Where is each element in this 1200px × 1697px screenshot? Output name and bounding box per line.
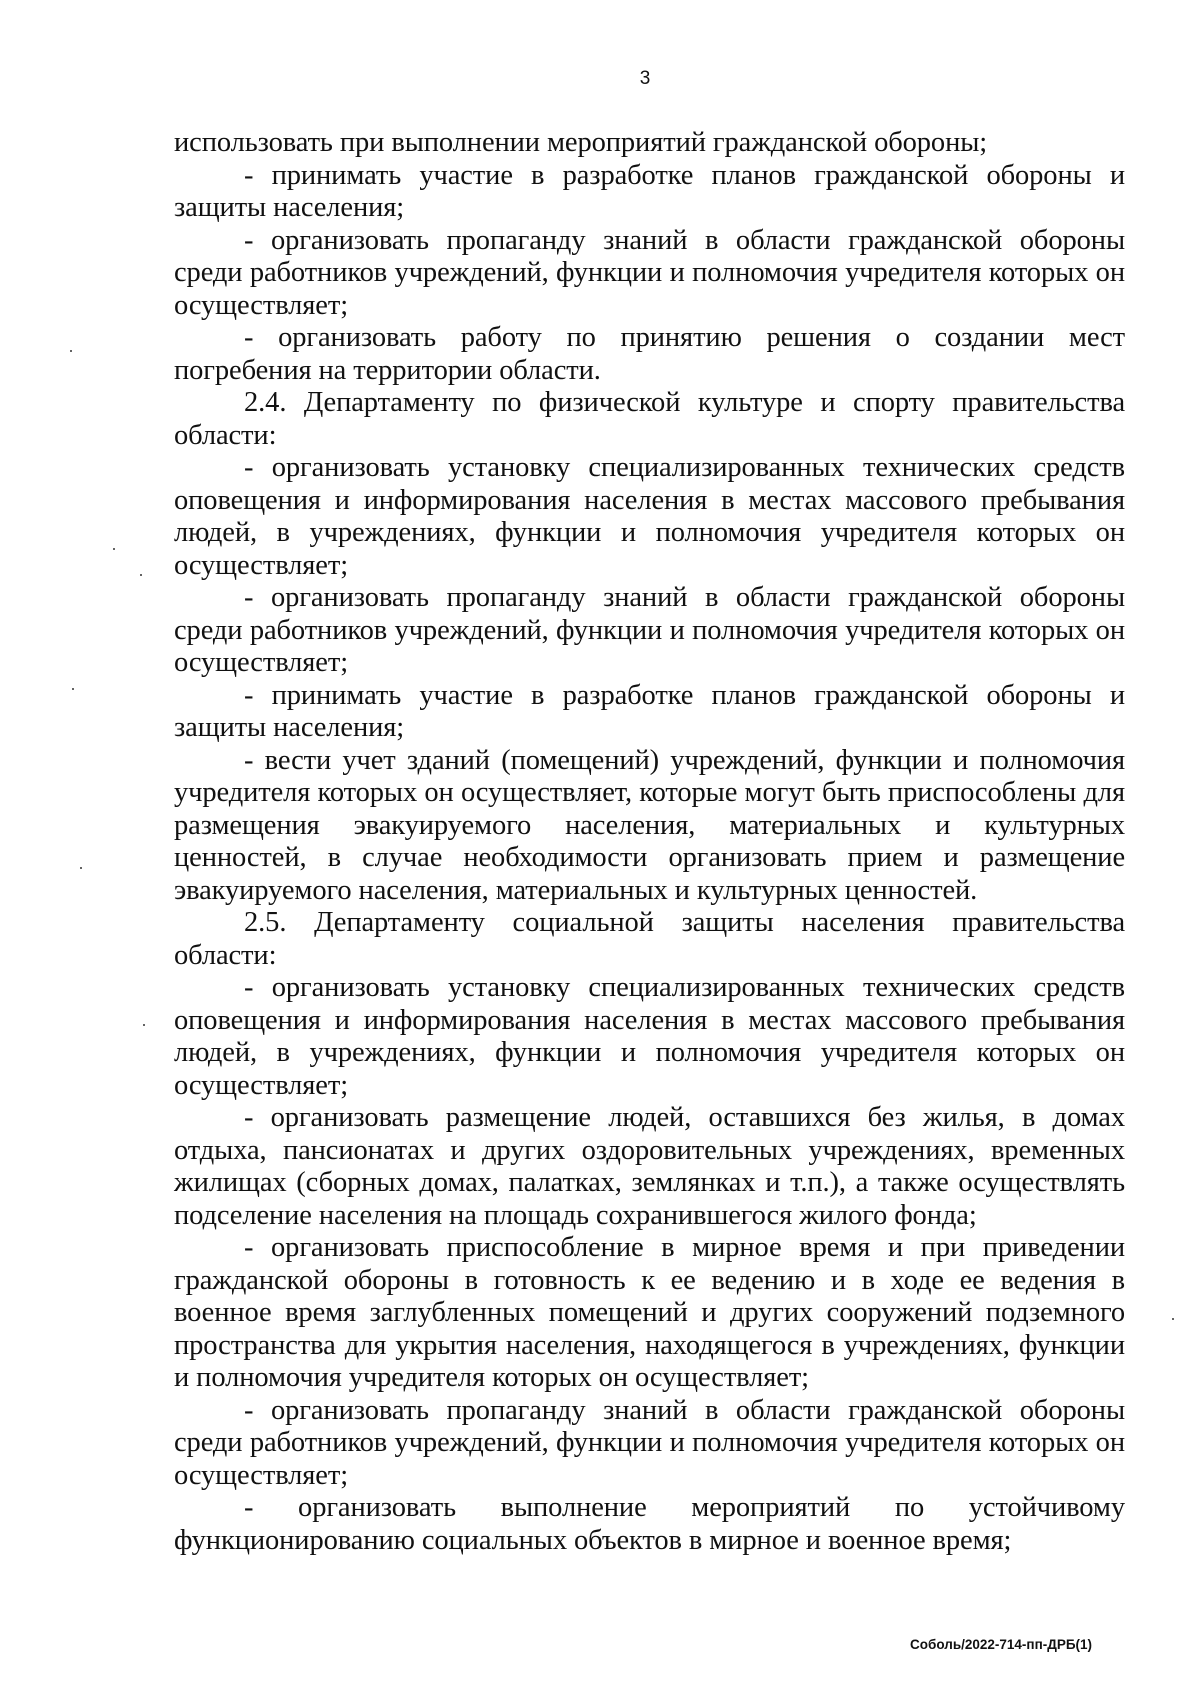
paragraph-section-heading: 2.5. Департаменту социальной защиты населения правительства области: [174, 907, 1125, 971]
document-code: Соболь/2022-714-пп-ДРБ(1) [910, 1637, 1093, 1652]
paragraph-list-item: - организовать установку специализированных технических средств оповещения и информирования населения в местах массового пребывания людей, в учреждениях, функции и полномочия учредителя которых он осуществляет; [174, 972, 1125, 1101]
paragraph-list-item: - организовать пропаганду знаний в области гражданской обороны среди работников учреждений, функции и полномочия учредителя которых он осуществляет; [174, 582, 1125, 678]
paragraph-list-item: - организовать пропаганду знаний в области гражданской обороны среди работников учреждений, функции и полномочия учредителя которых он осуществляет; [174, 224, 1125, 321]
paragraph-list-item: - организовать установку специализированных технических средств оповещения и информирования населения в местах массового пребывания людей, в учреждениях, функции и полномочия учредителя которых он осуществляет; [174, 452, 1125, 581]
paragraph-list-item: - вести учет зданий (помещений) учреждений, функции и полномочия учредителя которых он осуществляет, которые могут быть приспособлены для размещения эвакуируемого населения, материальных и культурных ценностей, в случае необходимости организовать прием и размещение эвакуируемого населения, материальных и культурных ценностей. [174, 744, 1125, 906]
scan-speck [1172, 1318, 1174, 1320]
scan-speck [143, 1024, 145, 1026]
paragraph-list-item: - организовать приспособление в мирное время и при приведении гражданской обороны в готовность к ее ведению и в ходе ее ведения в военное время заглубленных помещений и других сооружений подземного пространства для укрытия населения, находящегося в учреждениях, функции и полномочия учредителя которых он осуществляет; [174, 1232, 1125, 1393]
document-body [174, 127, 1125, 1557]
scan-speck [113, 548, 115, 550]
paragraph-list-item: - организовать выполнение мероприятий по устойчивому функционированию социальных объектов в мирное и военное время; [174, 1492, 1125, 1556]
paragraph-section-heading: 2.4. Департаменту по физической культуре и спорту правительства области: [174, 387, 1125, 451]
scan-speck [80, 867, 82, 869]
paragraph-continuation: использовать при выполнении мероприятий гражданской обороны; [174, 127, 988, 158]
paragraph-list-item: - принимать участие в разработке планов гражданской обороны и защиты населения; [174, 159, 1125, 223]
paragraph-list-item: - принимать участие в разработке планов гражданской обороны и защиты населения; [174, 679, 1125, 743]
page-number: 3 [639, 68, 651, 89]
paragraph-list-item: - организовать работу по принятию решения о создании мест погребения на территории области. [174, 322, 1125, 386]
paragraph-list-item: - организовать размещение людей, оставшихся без жилья, в домах отдыха, пансионатах и других оздоровительных учреждениях, временных жилищах (сборных домах, палатках, землянках и т.п.), а также осуществлять подселение населения на площадь сохранившегося жилого фонда; [174, 1102, 1125, 1231]
scan-speck [70, 350, 72, 352]
scan-speck [140, 574, 142, 576]
paragraph-list-item: - организовать пропаганду знаний в области гражданской обороны среди работников учреждений, функции и полномочия учредителя которых он осуществляет; [174, 1394, 1125, 1491]
scan-speck [72, 688, 74, 690]
